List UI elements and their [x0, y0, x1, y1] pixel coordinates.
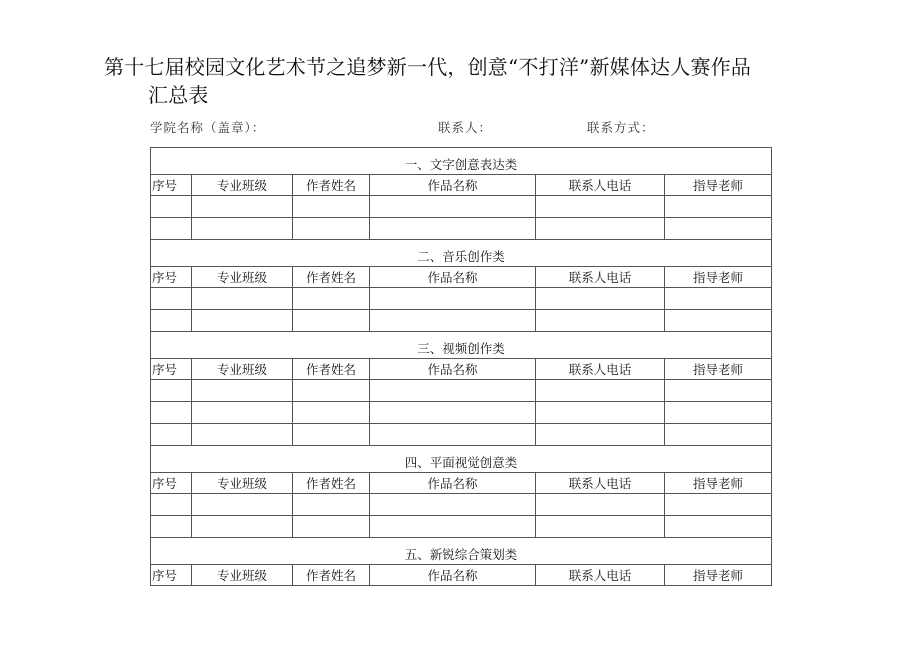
entry-cell-seq[interactable]: [151, 424, 192, 446]
title-line-2: 汇总表: [148, 83, 209, 107]
category-row: [151, 332, 772, 359]
column-header-row: [151, 267, 772, 288]
entry-cell-work[interactable]: [370, 516, 536, 538]
entry-cell-author[interactable]: [293, 380, 370, 402]
column-header-work: 作品名称: [370, 175, 536, 196]
entry-cell-advisor[interactable]: [665, 516, 772, 538]
column-header-phone: 联系人电话: [536, 267, 665, 288]
column-header-work: 作品名称: [370, 267, 536, 288]
column-header-advisor: 指导老师: [665, 473, 772, 494]
column-header-class: 专业班级: [192, 359, 293, 380]
entry-cell-author[interactable]: [293, 424, 370, 446]
entry-cell-phone[interactable]: [536, 494, 665, 516]
entry-cell-work[interactable]: [370, 402, 536, 424]
entry-cell-class[interactable]: [192, 310, 293, 332]
entry-cell-seq[interactable]: [151, 516, 192, 538]
entry-cell-phone[interactable]: [536, 288, 665, 310]
title-line-1: 第十七届校园文化艺术节之追梦新一代，创意“不打洋”新媒体达人赛作品: [104, 55, 752, 79]
column-header-row: [151, 175, 772, 196]
entry-cell-author[interactable]: [293, 196, 370, 218]
column-header-row: [151, 565, 772, 586]
entry-cell-class[interactable]: [192, 424, 293, 446]
entry-cell-class[interactable]: [192, 196, 293, 218]
column-header-author: 作者姓名: [293, 175, 370, 196]
column-header-advisor: 指导老师: [665, 175, 772, 196]
column-header-class: 专业班级: [192, 175, 293, 196]
column-header-row: [151, 473, 772, 494]
entry-row: [151, 310, 772, 332]
column-header-work: 作品名称: [370, 565, 536, 586]
entry-cell-author[interactable]: [293, 288, 370, 310]
entry-cell-advisor[interactable]: [665, 424, 772, 446]
entry-cell-seq[interactable]: [151, 218, 192, 240]
column-header-phone: 联系人电话: [536, 565, 665, 586]
entry-row: [151, 218, 772, 240]
entry-cell-advisor[interactable]: [665, 494, 772, 516]
column-header-advisor: 指导老师: [665, 565, 772, 586]
entry-cell-phone[interactable]: [536, 402, 665, 424]
entry-cell-advisor[interactable]: [665, 196, 772, 218]
column-header-seq: 序号: [151, 473, 192, 494]
entry-cell-work[interactable]: [370, 380, 536, 402]
category-title: 二、音乐创作类: [151, 240, 772, 267]
category-title: 三、视频创作类: [151, 332, 772, 359]
entry-cell-work[interactable]: [370, 494, 536, 516]
column-header-phone: 联系人电话: [536, 175, 665, 196]
entry-cell-class[interactable]: [192, 288, 293, 310]
column-header-row: [151, 359, 772, 380]
category-row: [151, 240, 772, 267]
column-header-phone: 联系人电话: [536, 359, 665, 380]
entry-cell-work[interactable]: [370, 288, 536, 310]
entry-cell-author[interactable]: [293, 516, 370, 538]
column-header-work: 作品名称: [370, 473, 536, 494]
entry-cell-phone[interactable]: [536, 310, 665, 332]
column-header-seq: 序号: [151, 175, 192, 196]
entry-cell-class[interactable]: [192, 402, 293, 424]
entry-cell-author[interactable]: [293, 218, 370, 240]
entry-cell-seq[interactable]: [151, 288, 192, 310]
entry-cell-author[interactable]: [293, 402, 370, 424]
entry-row: [151, 288, 772, 310]
column-header-author: 作者姓名: [293, 359, 370, 380]
entry-cell-seq[interactable]: [151, 380, 192, 402]
entry-row: [151, 494, 772, 516]
entry-row: [151, 380, 772, 402]
contact-method-label: 联系方式：: [587, 120, 655, 135]
entry-cell-class[interactable]: [192, 516, 293, 538]
entry-cell-phone[interactable]: [536, 196, 665, 218]
contact-person-label: 联系人：: [438, 120, 493, 135]
document-title: [104, 53, 804, 109]
entry-cell-class[interactable]: [192, 380, 293, 402]
entry-cell-phone[interactable]: [536, 424, 665, 446]
column-header-seq: 序号: [151, 267, 192, 288]
entry-cell-work[interactable]: [370, 196, 536, 218]
column-header-advisor: 指导老师: [665, 359, 772, 380]
entry-row: [151, 402, 772, 424]
entry-cell-seq[interactable]: [151, 494, 192, 516]
column-header-class: 专业班级: [192, 267, 293, 288]
entry-row: [151, 516, 772, 538]
category-title: 一、文字创意表达类: [151, 148, 772, 175]
entry-cell-work[interactable]: [370, 218, 536, 240]
entry-cell-class[interactable]: [192, 218, 293, 240]
column-header-author: 作者姓名: [293, 565, 370, 586]
entry-cell-advisor[interactable]: [665, 218, 772, 240]
entry-cell-author[interactable]: [293, 310, 370, 332]
entry-cell-phone[interactable]: [536, 380, 665, 402]
category-title: 五、新锐综合策划类: [151, 538, 772, 565]
entry-cell-advisor[interactable]: [665, 310, 772, 332]
entry-cell-phone[interactable]: [536, 516, 665, 538]
entry-cell-advisor[interactable]: [665, 288, 772, 310]
entry-cell-work[interactable]: [370, 424, 536, 446]
column-header-phone: 联系人电话: [536, 473, 665, 494]
column-header-class: 专业班级: [192, 473, 293, 494]
column-header-class: 专业班级: [192, 565, 293, 586]
entry-cell-seq[interactable]: [151, 196, 192, 218]
college-name-label: 学院名称（盖章）：: [150, 120, 266, 135]
category-row: [151, 148, 772, 175]
summary-table: [150, 147, 772, 586]
column-header-author: 作者姓名: [293, 473, 370, 494]
column-header-seq: 序号: [151, 565, 192, 586]
column-header-advisor: 指导老师: [665, 267, 772, 288]
entry-cell-advisor[interactable]: [665, 380, 772, 402]
entry-cell-class[interactable]: [192, 494, 293, 516]
column-header-seq: 序号: [151, 359, 192, 380]
category-title: 四、平面视觉创意类: [151, 446, 772, 473]
entry-row: [151, 424, 772, 446]
entry-cell-seq[interactable]: [151, 402, 192, 424]
entry-cell-author[interactable]: [293, 494, 370, 516]
entry-cell-seq[interactable]: [151, 310, 192, 332]
category-row: [151, 446, 772, 473]
entry-cell-work[interactable]: [370, 310, 536, 332]
entry-row: [151, 196, 772, 218]
column-header-work: 作品名称: [370, 359, 536, 380]
entry-cell-phone[interactable]: [536, 218, 665, 240]
column-header-author: 作者姓名: [293, 267, 370, 288]
category-row: [151, 538, 772, 565]
entry-cell-advisor[interactable]: [665, 402, 772, 424]
